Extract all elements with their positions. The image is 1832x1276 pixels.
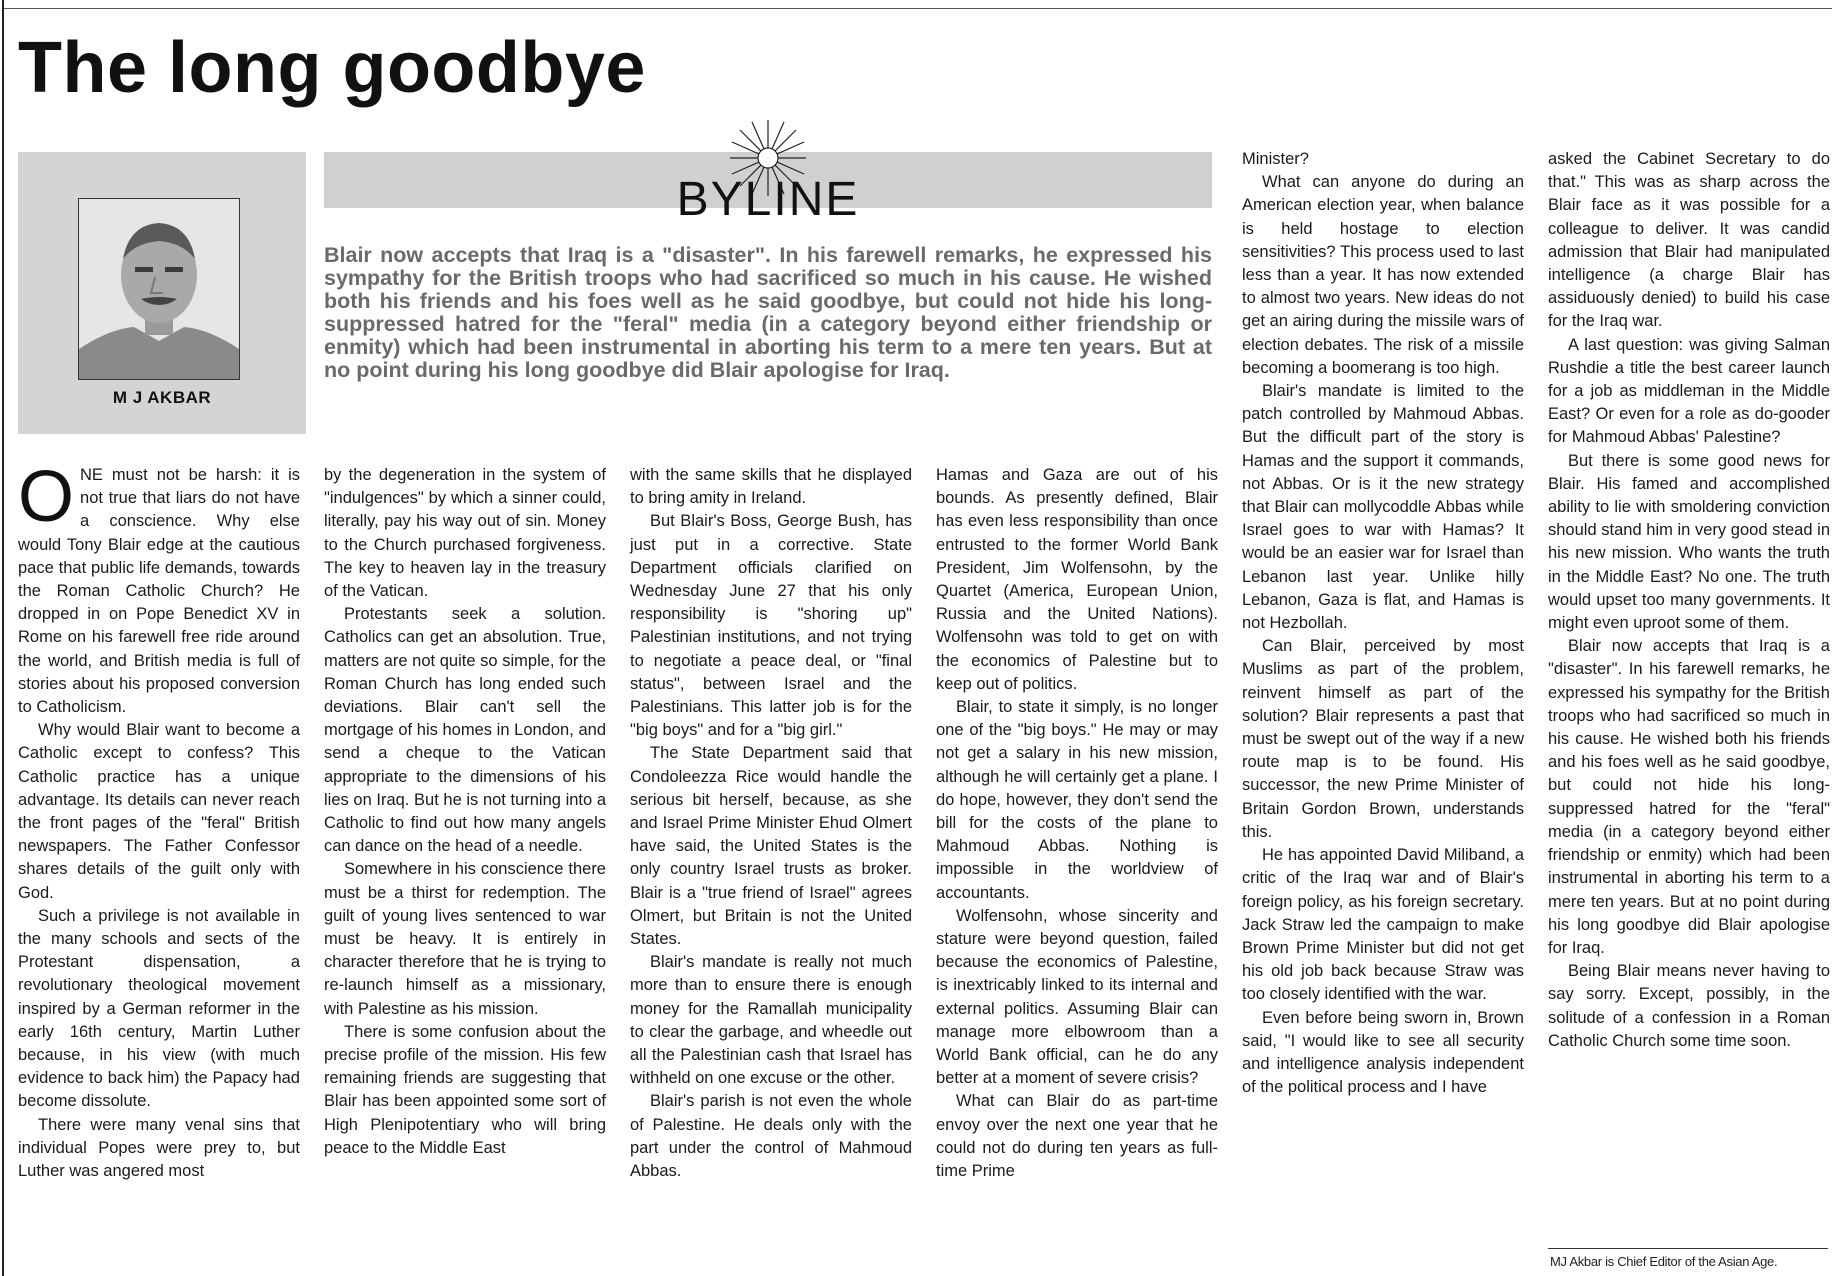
article-column-4 — [936, 464, 1218, 1183]
article-paragraph: There were many venal sins that individual Popes were prey to, but Luther was angered most — [18, 1115, 300, 1181]
article-paragraph: Protestants seek a solution. Catholics can get an absolution. True, matters are not quite so simple, for the Roman Church has long ended such deviations. Blair can't sell the mortgage of his homes in London, and send a cheque to the Vatican appropriate to the dimensions of his lies on Iraq. But he is not turning into a Catholic to find out how many angels can dance on the head of a needle. — [324, 605, 606, 856]
article-paragraph: Blair's parish is not even the whole of Palestine. He deals only with the part under the control of Mahmoud Abbas. — [630, 1092, 912, 1181]
article-paragraph: The State Department said that Condoleezza Rice would handle the serious bit herself, because, as she and Israel Prime Minister Ehud Olmert have said, the United States is the only country Israel trusts as broker. Blair is a "true friend of Israel" agrees Olmert, but Britain is not the United States. — [630, 744, 912, 949]
article-paragraph: But there is some good news for Blair. His famed and accomplished ability to lie with smoldering conviction should stand him in very good stead in his new mission. Who wants the truth in the Middle East? No one. The truth would upset too many governments. It might even uproot some of them. — [1548, 451, 1830, 633]
article-paragraph: by the degeneration in the system of "indulgences" by which a sinner could, literally, pay his way out of sin. Money to the Church purchased forgiveness. The key to heaven lay in the treasury of the Vatican. — [324, 466, 606, 601]
article-paragraph: What can anyone do during an American election year, when balance is held hostage to election sensitivities? This process used to last less than a year. It has now extended to almost two years. New ideas do not get an airing during the missile wars of election debates. The risk of a missile becoming a boomerang is too high. — [1242, 173, 1524, 377]
article-paragraph: There is some confusion about the precise profile of the mission. His few remaining friends are suggesting that Blair has been appointed some sort of High Plenipotentiary who will bring peace to the Middle East — [324, 1022, 606, 1157]
article-paragraph: Blair's mandate is really not much more than to ensure there is enough money for the Ramallah municipality to clear the garbage, and wheedle out all the Palestinian cash that Israel has withheld on one excuse or the other. — [630, 953, 912, 1088]
article-paragraph: A last question: was giving Salman Rushdie a title the best career launch for a job as middleman in the Middle East? Or even for a role as do-gooder for Mahmoud Abbas' Palestine? — [1548, 335, 1830, 447]
article-paragraph: Hamas and Gaza are out of his bounds. As presently defined, Blair has even less responsibility than once entrusted to the former World Bank President, Jim Wolfensohn, by the Quartet (America, European Union, Russia and the United Nations). Wolfensohn was told to get on with the economics of Palestine but to keep out of politics. — [936, 466, 1218, 693]
section-label: BYLINE — [676, 173, 860, 226]
article-paragraph: Such a privilege is not available in the many schools and sects of the Protestant dispensation, a revolutionary theological movement inspired by a German reformer in the early 16th century, Martin Luther because, in his view (with much evidence to back him) the Papacy had become dissolute. — [18, 906, 300, 1111]
article-paragraph: What can Blair do as part-time envoy over the next one year that he could not do during ten years as full-time Prime — [936, 1092, 1218, 1181]
footnote-rule — [1548, 1248, 1828, 1249]
article-paragraph: Blair's mandate is limited to the patch controlled by Mahmoud Abbas. But the difficult part of the story is Hamas and the support it commands, not Abbas. Or is it the new strategy that Blair can mollycoddle Abbas while Israel goes to war with Hamas? It would be an easier war for Israel than Lebanon last year. Unlike hilly Lebanon, Gaza is flat, and Hamas is not Hezbollah. — [1242, 382, 1524, 633]
article-paragraph: Can Blair, perceived by most Muslims as part of the problem, reinvent himself as part of the solution? Blair represents a past that must be swept out of the way if a new route map is to be found. His successor, the new Prime Minister of Britain Gordon Brown, understands this. — [1242, 637, 1524, 841]
top-rule — [4, 8, 1832, 9]
article-column-5 — [1242, 148, 1524, 1099]
article-paragraph: with the same skills that he displayed to bring amity in Ireland. — [630, 466, 912, 508]
author-footnote: MJ Akbar is Chief Editor of the Asian Age. — [1550, 1254, 1778, 1269]
article-column-1 — [18, 457, 300, 1183]
article-paragraph: Blair now accepts that Iraq is a "disaster". In his farewell remarks, he expressed his sympathy for the British troops who had sacrificed so much in his cause. He wished both his friends and his foes well as he said goodbye, but could not hide his long-suppressed hatred for the "feral" media (in a category beyond either friendship or enmity) which had been instrumental in aborting his term to a mere ten years. But at no point during his long goodbye did Blair apologise for Iraq. — [1548, 637, 1830, 957]
headline: The long goodbye — [18, 28, 646, 108]
author-portrait-icon — [79, 199, 239, 379]
article-paragraph: But Blair's Boss, George Bush, has just put in a corrective. State Department officials clarified on Wednesday June 27 that his only responsibility is "shoring up" Palestinian institutions, and not trying to negotiate a peace deal, or "final status", between Israel and the Palestinians. This latter job is for the "big boys" and for a "big girl." — [630, 512, 912, 740]
article-paragraph: He has appointed David Miliband, a critic of the Iraq war and of Blair's foreign policy, as his foreign secretary. Jack Straw led the campaign to make Brown Prime Minister but did not get his old job back because Straw was too closely identified with the war. — [1242, 846, 1524, 1004]
author-photo-box — [18, 152, 306, 434]
article-column-2 — [324, 464, 606, 1160]
article-column-6 — [1548, 148, 1830, 1053]
article-paragraph: Wolfensohn, whose sincerity and stature were beyond question, failed because the economics of Palestine, is inextricably linked to its internal and external politics. Assuming Blair can manage more elbowroom than a World Bank official, can he do any better at a moment of severe crisis? — [936, 906, 1218, 1088]
standfirst: Blair now accepts that Iraq is a "disaster". In his farewell remarks, he expressed his sympathy for the British troops who had sacrificed so much in his cause. He wished both his friends and his foes well as he said goodbye, but could not hide his long-suppressed hatred for the "feral" media (in a category beyond either friendship or enmity) which had been instrumental in aborting his term to a mere ten years. But at no point during his long goodbye did Blair apologise for Iraq. — [324, 243, 1212, 382]
article-paragraph: Blair, to state it simply, is no longer one of the "big boys." He may or may not get a salary in his new mission, although he will certainly get a plane. I do hope, however, they don't send the bill for the costs of the plane to Mahmoud Abbas. Nothing is impossible in the worldview of accountants. — [936, 698, 1218, 902]
drop-cap: O — [18, 457, 75, 537]
author-name: M J AKBAR — [112, 388, 212, 407]
article-paragraph: ONE must not be harsh: it is not true that liars do not have a conscience. Why else would Tony Blair edge at the cautious pace that public life demands, towards the Roman Catholic Church? He dropped in on Pope Benedict XV in Rome on his farewell free ride around the world, and British media is full of stories about his proposed conversion to Catholicism. — [18, 457, 300, 717]
article-paragraph: Somewhere in his conscience there must be a thirst for redemption. The guilt of young lives sentenced to war must be heavy. It is entirely in character therefore that he is trying to re-launch himself as a missionary, with Palestine as his mission. — [324, 860, 606, 1018]
page-border-left — [2, 0, 4, 1276]
author-photo — [78, 198, 240, 380]
article-paragraph: asked the Cabinet Secretary to do that." This was as sharp across the Blair face as it was possible for a colleague to deliver. It was candid admission that Blair had manipulated intelligence (a charge Blair has assiduously denied) to build his case for the Iraq war. — [1548, 150, 1830, 331]
article-column-3 — [630, 464, 912, 1183]
article-paragraph: Minister? — [1242, 150, 1309, 168]
article-paragraph: Even before being sworn in, Brown said, "I would like to see all security and intelligence analysis independent of the political process and I have — [1242, 1008, 1524, 1097]
article-paragraph: Why would Blair want to become a Catholic except to confess? This Catholic practice has a unique advantage. Its details can never reach the front pages of the "feral" British newspapers. The Father Confessor shares details of the guilt only with God. — [18, 721, 300, 902]
article-paragraph: Being Blair means never having to say sorry. Except, possibly, in the solitude of a confession in a Roman Catholic Church some time soon. — [1548, 962, 1830, 1050]
